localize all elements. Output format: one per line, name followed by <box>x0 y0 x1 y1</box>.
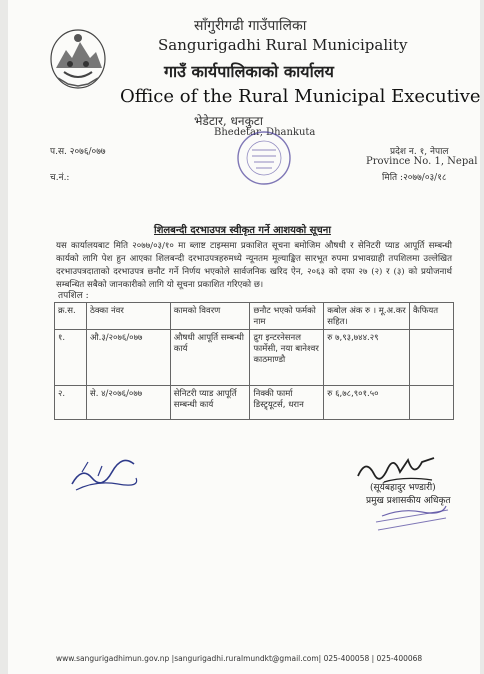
table-cell: औषधी आपूर्ति सम्बन्धी कार्य <box>170 330 250 386</box>
location-nepali: भेडेटार, धनकुटा <box>194 114 263 128</box>
dispatch-number: च.नं.: <box>50 173 70 183</box>
province-english: Province No. 1, Nepal <box>366 156 478 167</box>
footer-contact: www.sangurigadhimun.gov.np |sangurigadhi.ruralmundkt@gmail.com| 025-400058 | 025-400068 <box>56 654 423 663</box>
office-stamp <box>232 126 296 190</box>
table-cell: २. <box>55 386 87 420</box>
province-nepali: प्रदेश न. १, नेपाल <box>390 147 449 157</box>
table-cell: से. ४/२०७६/०७७ <box>86 386 170 420</box>
table-cell: १. <box>55 330 87 386</box>
col-header: कबोल अंक रु । मू.अ.कर सहित। <box>324 303 410 330</box>
table-cell: सेनिटरी प्याड आपूर्ति सम्बन्धी कार्य <box>170 386 250 420</box>
table-row <box>55 330 454 386</box>
table-cell: द्रुग इन्टरनेसनल फार्मेसी, नया बानेश्वर काठमाण्डौ <box>250 330 324 386</box>
col-header: कैफियत <box>410 303 454 330</box>
officer-stamp <box>372 502 452 532</box>
table-cell <box>410 330 454 386</box>
details-label: तपशिल : <box>58 291 89 301</box>
table-cell <box>410 386 454 420</box>
col-header: कामको विवरण <box>170 303 250 330</box>
officer-designation: प्रमुख प्रशासकीय अधिकृत <box>366 496 451 506</box>
municipality-name-english: Sangurigadhi Rural Municipality <box>158 36 408 54</box>
office-name-nepali: गाउँ कार्यपालिकाको कार्यालय <box>164 62 334 81</box>
left-signature-stamp <box>68 458 138 492</box>
emblem-logo <box>48 28 108 90</box>
col-header: छनौट भएको फर्मको नाम <box>250 303 324 330</box>
col-header: क्र.स. <box>55 303 87 330</box>
table-cell: औ.३/२०७६/०७७ <box>86 330 170 386</box>
officer-name: (सूर्यबहादुर भण्डारी) <box>370 483 436 493</box>
table-row <box>55 386 454 420</box>
document-page <box>8 0 480 674</box>
location-english: Bhedetar, Dhankuta <box>214 127 316 138</box>
table-cell: रु ७,९३,७४४.२९ <box>324 330 410 386</box>
table-cell: निक्की फार्मा डिस्ट्र्यूटर्स, धरान <box>250 386 324 420</box>
notice-title: शिलबन्दी दरभाउपत्र स्वीकृत गर्ने आशयको सूचना <box>154 225 331 236</box>
notice-paragraph: यस कार्यालयबाट मिति २०७७/०३/१० मा ब्लाष्ट टाइम्समा प्रकाशित सूचना बमोजिम औषधी र सेनिटरी प्याड आपूर्ति सम्बन्धी कार्यको लागि पेश हुन आएका शिलबन्दी दरभाउपत्रहरुमध्ये न्यूनतम मूल्याङ्कित सारभूत रुपमा प्रभावग्राही तपशिलमा उल्लेखित दरभाउपत्रदाताको दरभाउपत्र छनौट गर्ने निर्णय भएकोले सार्वजनिक खरिद ऐन, २०६३ को दफा २७ (२) र (३) को प्रयोजनार्थ सम्बन्धित सबैको जानकारीको लागि यो सूचना प्रकाशित गरिएको छ। <box>56 241 452 290</box>
reference-number: प.स. २०७६/०७७ <box>50 147 106 157</box>
notice-date: मिति :२०७७/०३/१८ <box>382 173 447 183</box>
col-header: ठेक्का नंवर <box>86 303 170 330</box>
office-name-english: Office of the Rural Municipal Executive <box>120 86 481 107</box>
table-cell: रु ६,७८,९०१.५० <box>324 386 410 420</box>
bid-table <box>54 302 454 420</box>
municipality-name-nepali: साँगुरीगढी गाउँपालिका <box>194 18 307 34</box>
table-header-row <box>55 303 454 330</box>
